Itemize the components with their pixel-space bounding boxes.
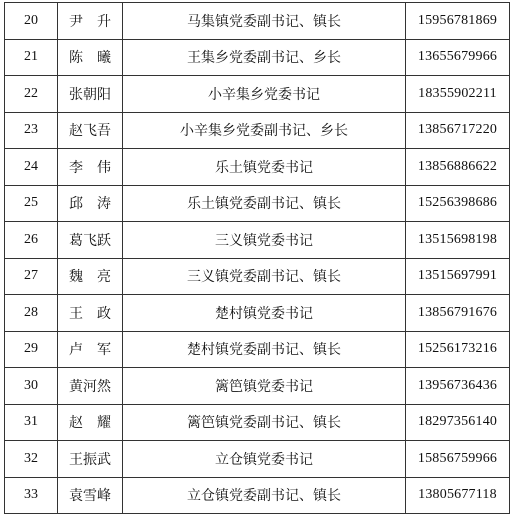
person-name: 尹 升 xyxy=(58,3,123,40)
row-number: 31 xyxy=(5,404,58,441)
person-name: 卢 军 xyxy=(58,331,123,368)
position-title: 小辛集乡党委书记 xyxy=(123,76,406,113)
position-title: 马集镇党委副书记、镇长 xyxy=(123,3,406,40)
position-title: 楚村镇党委副书记、镇长 xyxy=(123,331,406,368)
row-number: 30 xyxy=(5,368,58,405)
table-row xyxy=(5,222,510,259)
phone-number: 13856791676 xyxy=(406,295,510,332)
phone-number: 15856759966 xyxy=(406,441,510,478)
table-row xyxy=(5,368,510,405)
person-name: 黄河然 xyxy=(58,368,123,405)
person-name: 王振武 xyxy=(58,441,123,478)
table-row xyxy=(5,441,510,478)
table-row xyxy=(5,3,510,40)
phone-number: 13515698198 xyxy=(406,222,510,259)
row-number: 21 xyxy=(5,39,58,76)
phone-number: 18355902211 xyxy=(406,76,510,113)
person-name: 魏 亮 xyxy=(58,258,123,295)
table-row xyxy=(5,331,510,368)
row-number: 33 xyxy=(5,477,58,514)
person-name: 邱 涛 xyxy=(58,185,123,222)
phone-number: 13856717220 xyxy=(406,112,510,149)
officials-table xyxy=(4,2,510,514)
table-row xyxy=(5,39,510,76)
row-number: 28 xyxy=(5,295,58,332)
position-title: 楚村镇党委书记 xyxy=(123,295,406,332)
position-title: 小辛集乡党委副书记、乡长 xyxy=(123,112,406,149)
table-row xyxy=(5,149,510,186)
row-number: 25 xyxy=(5,185,58,222)
position-title: 王集乡党委副书记、乡长 xyxy=(123,39,406,76)
phone-number: 15256398686 xyxy=(406,185,510,222)
position-title: 立仓镇党委书记 xyxy=(123,441,406,478)
table-row xyxy=(5,477,510,514)
phone-number: 13856886622 xyxy=(406,149,510,186)
phone-number: 13956736436 xyxy=(406,368,510,405)
person-name: 李 伟 xyxy=(58,149,123,186)
table-row xyxy=(5,404,510,441)
phone-number: 15956781869 xyxy=(406,3,510,40)
position-title: 篱笆镇党委副书记、镇长 xyxy=(123,404,406,441)
table-row xyxy=(5,185,510,222)
phone-number: 13805677118 xyxy=(406,477,510,514)
row-number: 32 xyxy=(5,441,58,478)
phone-number: 18297356140 xyxy=(406,404,510,441)
person-name: 赵飞吾 xyxy=(58,112,123,149)
table-row xyxy=(5,76,510,113)
position-title: 乐土镇党委书记 xyxy=(123,149,406,186)
person-name: 王 政 xyxy=(58,295,123,332)
person-name: 张朝阳 xyxy=(58,76,123,113)
row-number: 29 xyxy=(5,331,58,368)
row-number: 22 xyxy=(5,76,58,113)
row-number: 27 xyxy=(5,258,58,295)
person-name: 陈 曦 xyxy=(58,39,123,76)
position-title: 篱笆镇党委书记 xyxy=(123,368,406,405)
position-title: 三义镇党委书记 xyxy=(123,222,406,259)
table-row xyxy=(5,258,510,295)
table-row xyxy=(5,295,510,332)
row-number: 24 xyxy=(5,149,58,186)
position-title: 立仓镇党委副书记、镇长 xyxy=(123,477,406,514)
phone-number: 13515697991 xyxy=(406,258,510,295)
table-row xyxy=(5,112,510,149)
row-number: 20 xyxy=(5,3,58,40)
person-name: 赵 耀 xyxy=(58,404,123,441)
position-title: 乐土镇党委副书记、镇长 xyxy=(123,185,406,222)
row-number: 23 xyxy=(5,112,58,149)
person-name: 袁雪峰 xyxy=(58,477,123,514)
person-name: 葛飞跃 xyxy=(58,222,123,259)
phone-number: 13655679966 xyxy=(406,39,510,76)
phone-number: 15256173216 xyxy=(406,331,510,368)
position-title: 三义镇党委副书记、镇长 xyxy=(123,258,406,295)
row-number: 26 xyxy=(5,222,58,259)
